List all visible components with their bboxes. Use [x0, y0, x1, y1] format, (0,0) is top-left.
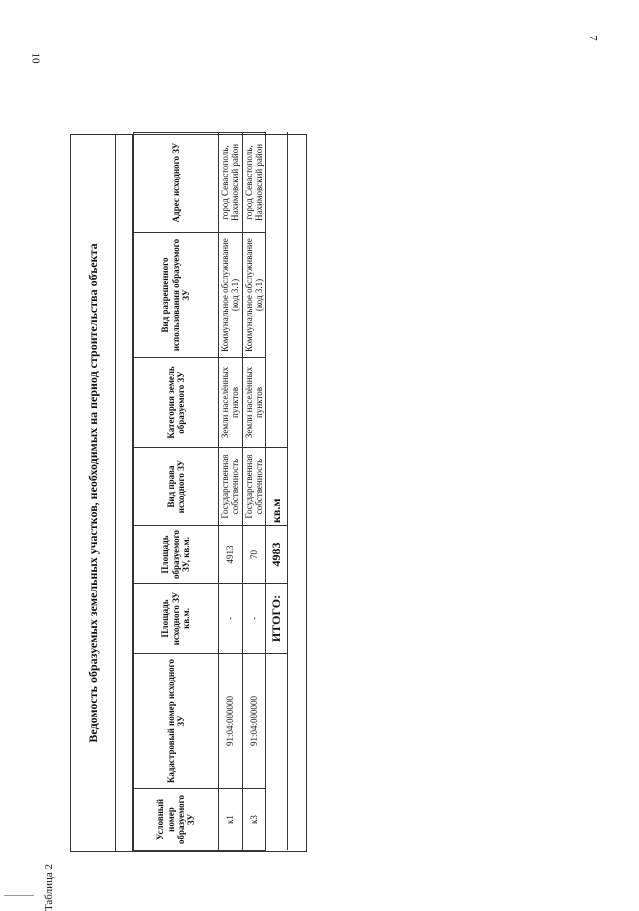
table-cell: Земли населённых пунктов [242, 358, 266, 448]
table-cell: 4913 [219, 526, 243, 584]
column-header: Площадь образуемого ЗУ, кв.м. [134, 526, 219, 584]
table-cell: к1 [219, 789, 243, 851]
table-cell: Коммунальное обслуживание (код 3.1) [242, 233, 266, 358]
table-cell: 91:04:000000 [219, 654, 243, 789]
bottom-mark [4, 895, 34, 896]
table-cell: к3 [242, 789, 266, 851]
table-frame [70, 134, 307, 852]
column-header: Адрес исходного ЗУ [134, 133, 219, 233]
table-cell: город Севастополь, Нахимовский район [242, 133, 266, 233]
total-unit: кв.м [266, 448, 288, 526]
total-blank-cell [266, 133, 288, 233]
rotated-sheet [43, 134, 307, 911]
table-title: Ведомость образуемых земельных участков, необходимых на период строительства объекта [71, 135, 116, 851]
column-header: Условный номер образуемого ЗУ [134, 789, 219, 851]
column-header: Кадастровый номер исходного ЗУ [134, 654, 219, 789]
table-row [242, 133, 266, 851]
table-spacer [116, 135, 133, 851]
column-header: Площадь исходного ЗУ кв.м. [134, 584, 219, 654]
column-header: Категория земель образуемого ЗУ [134, 358, 219, 448]
land-plots-table [133, 132, 288, 851]
total-blank-cell [266, 233, 288, 358]
page-number: 10 [29, 52, 42, 64]
table-cell: город Севастополь, Нахимовский район [219, 133, 243, 233]
total-blank-cell [266, 654, 288, 789]
table-header-row [134, 133, 219, 851]
total-value: 4983 [266, 526, 288, 584]
total-blank-cell [266, 358, 288, 448]
table-cell: 70 [242, 526, 266, 584]
column-header: Вид разрешенного использования образуемого ЗУ [134, 233, 219, 358]
table-row [219, 133, 243, 851]
total-row [266, 133, 288, 851]
corner-page-number: 7 [586, 35, 599, 41]
total-blank-cell [266, 789, 288, 851]
table-cell: - [242, 584, 266, 654]
table-cell: Коммунальное обслуживание (код 3.1) [219, 233, 243, 358]
table-label: Таблица 2 [43, 864, 55, 911]
table-cell: Земли населённых пунктов [219, 358, 243, 448]
table-cell: 91:04:000000 [242, 654, 266, 789]
table-cell: - [219, 584, 243, 654]
table-cell: Государственная собственность [242, 448, 266, 526]
total-label: ИТОГО: [266, 584, 288, 654]
table-cell: Государственная собственность [219, 448, 243, 526]
column-header: Вид права исходного ЗУ [134, 448, 219, 526]
